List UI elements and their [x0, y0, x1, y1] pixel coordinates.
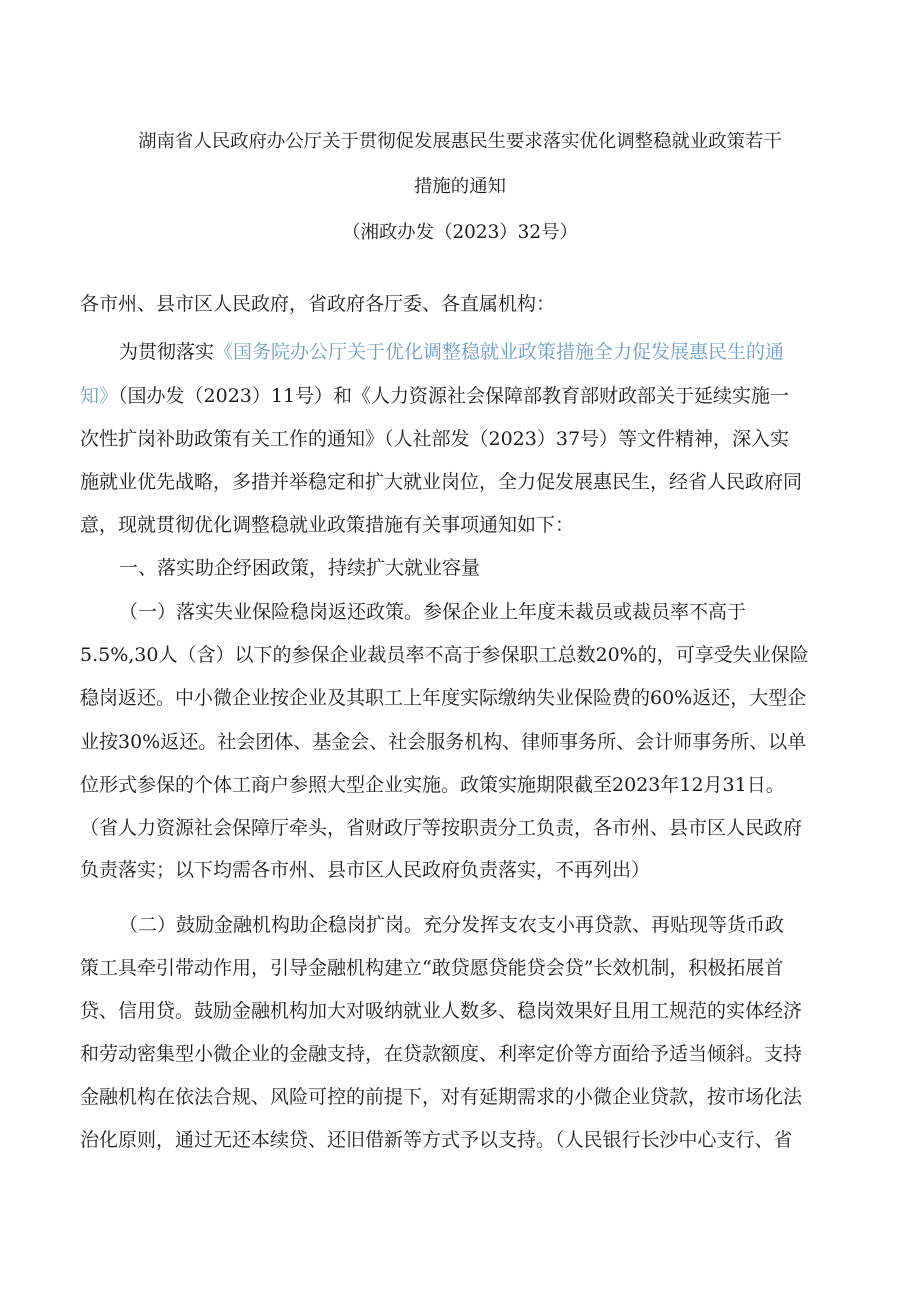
item-2-line-3: 贷、信用贷。鼓励金融机构加大对吸纳就业人数多、稳岗效果好且用工规范的实体经济 [80, 1000, 803, 1022]
intro-line-2-text: （国办发（2023）11号）和《人力资源社会保障部教育部财政部关于延续实施一 [118, 385, 790, 407]
item-1-line-6: （省人力资源社会保障厅牵头，省财政厅等按职责分工负责，各市州、县市区人民政府 [80, 817, 803, 839]
section-1-heading: 一、落实助企纾困政策，持续扩大就业容量 [119, 557, 481, 579]
item-2-line-5: 金融机构在依法合规、风险可控的前提下，对有延期需求的小微企业贷款，按市场化法 [80, 1086, 803, 1108]
intro-line-5: 意，现就贯彻优化调整稳就业政策措施有关事项通知如下： [80, 514, 575, 536]
intro-line-2 [80, 382, 789, 410]
item-1-line-2: 5.5%,30人（含）以下的参保企业裁员率不高于参保职工总数20%的，可享受失业保险 [80, 644, 809, 666]
policy-reference-link-end[interactable]: 知》 [80, 385, 119, 407]
item-1-line-5: 位形式参保的个体工商户参照大型企业实施。政策实施期限截至2023年12月31日。 [80, 774, 785, 796]
salutation: 各市州、县市区人民政府，省政府各厅委、各直属机构： [80, 293, 556, 315]
item-1-line-3: 稳岗返还。中小微企业按企业及其职工上年度实际缴纳失业保险费的60%返还，大型企 [80, 687, 807, 709]
intro-line-3: 次性扩岗补助政策有关工作的通知》（人社部发（2023）37号）等文件精神，深入实 [80, 428, 790, 450]
intro-line-1 [119, 338, 784, 366]
item-2-line-2: 策工具牵引带动作用，引导金融机构建立“敢贷愿贷能贷会贷”长效机制，积极拓展首 [80, 957, 784, 979]
intro-line-4: 施就业优先战略，多措并举稳定和扩大就业岗位，全力促发展惠民生，经省人民政府同 [80, 471, 803, 493]
policy-reference-link[interactable]: 《国务院办公厅关于优化调整稳就业政策措施全力促发展惠民生的通 [214, 341, 785, 363]
item-2-line-6: 治化原则，通过无还本续贷、还旧借新等方式予以支持。（人民银行长沙中心支行、省 [80, 1129, 793, 1151]
document-title-line-1: 湖南省人民政府办公厅关于贯彻促发展惠民生要求落实优化调整稳就业政策若干 [138, 131, 782, 152]
item-2-line-4: 和劳动密集型小微企业的金融支持，在贷款额度、利率定价等方面给予适当倾斜。支持 [80, 1043, 803, 1065]
item-1-line-4: 业按30%返还。社会团体、基金会、社会服务机构、律师事务所、会计师事务所、以单 [80, 731, 807, 753]
document-number: （湘政办发（2023）32号） [342, 222, 578, 243]
item-2-line-1: （二）鼓励金融机构助企稳岗扩岗。充分发挥支农支小再贷款、再贴现等货币政 [119, 914, 785, 936]
item-1-line-1: （一）落实失业保险稳岗返还政策。参保企业上年度未裁员或裁员率不高于 [119, 601, 747, 623]
intro-prefix: 为贯彻落实 [119, 341, 215, 363]
document-title-line-2: 措施的通知 [414, 176, 506, 197]
item-1-line-7: 负责落实；以下均需各市州、县市区人民政府负责落实，不再列出） [80, 859, 651, 881]
